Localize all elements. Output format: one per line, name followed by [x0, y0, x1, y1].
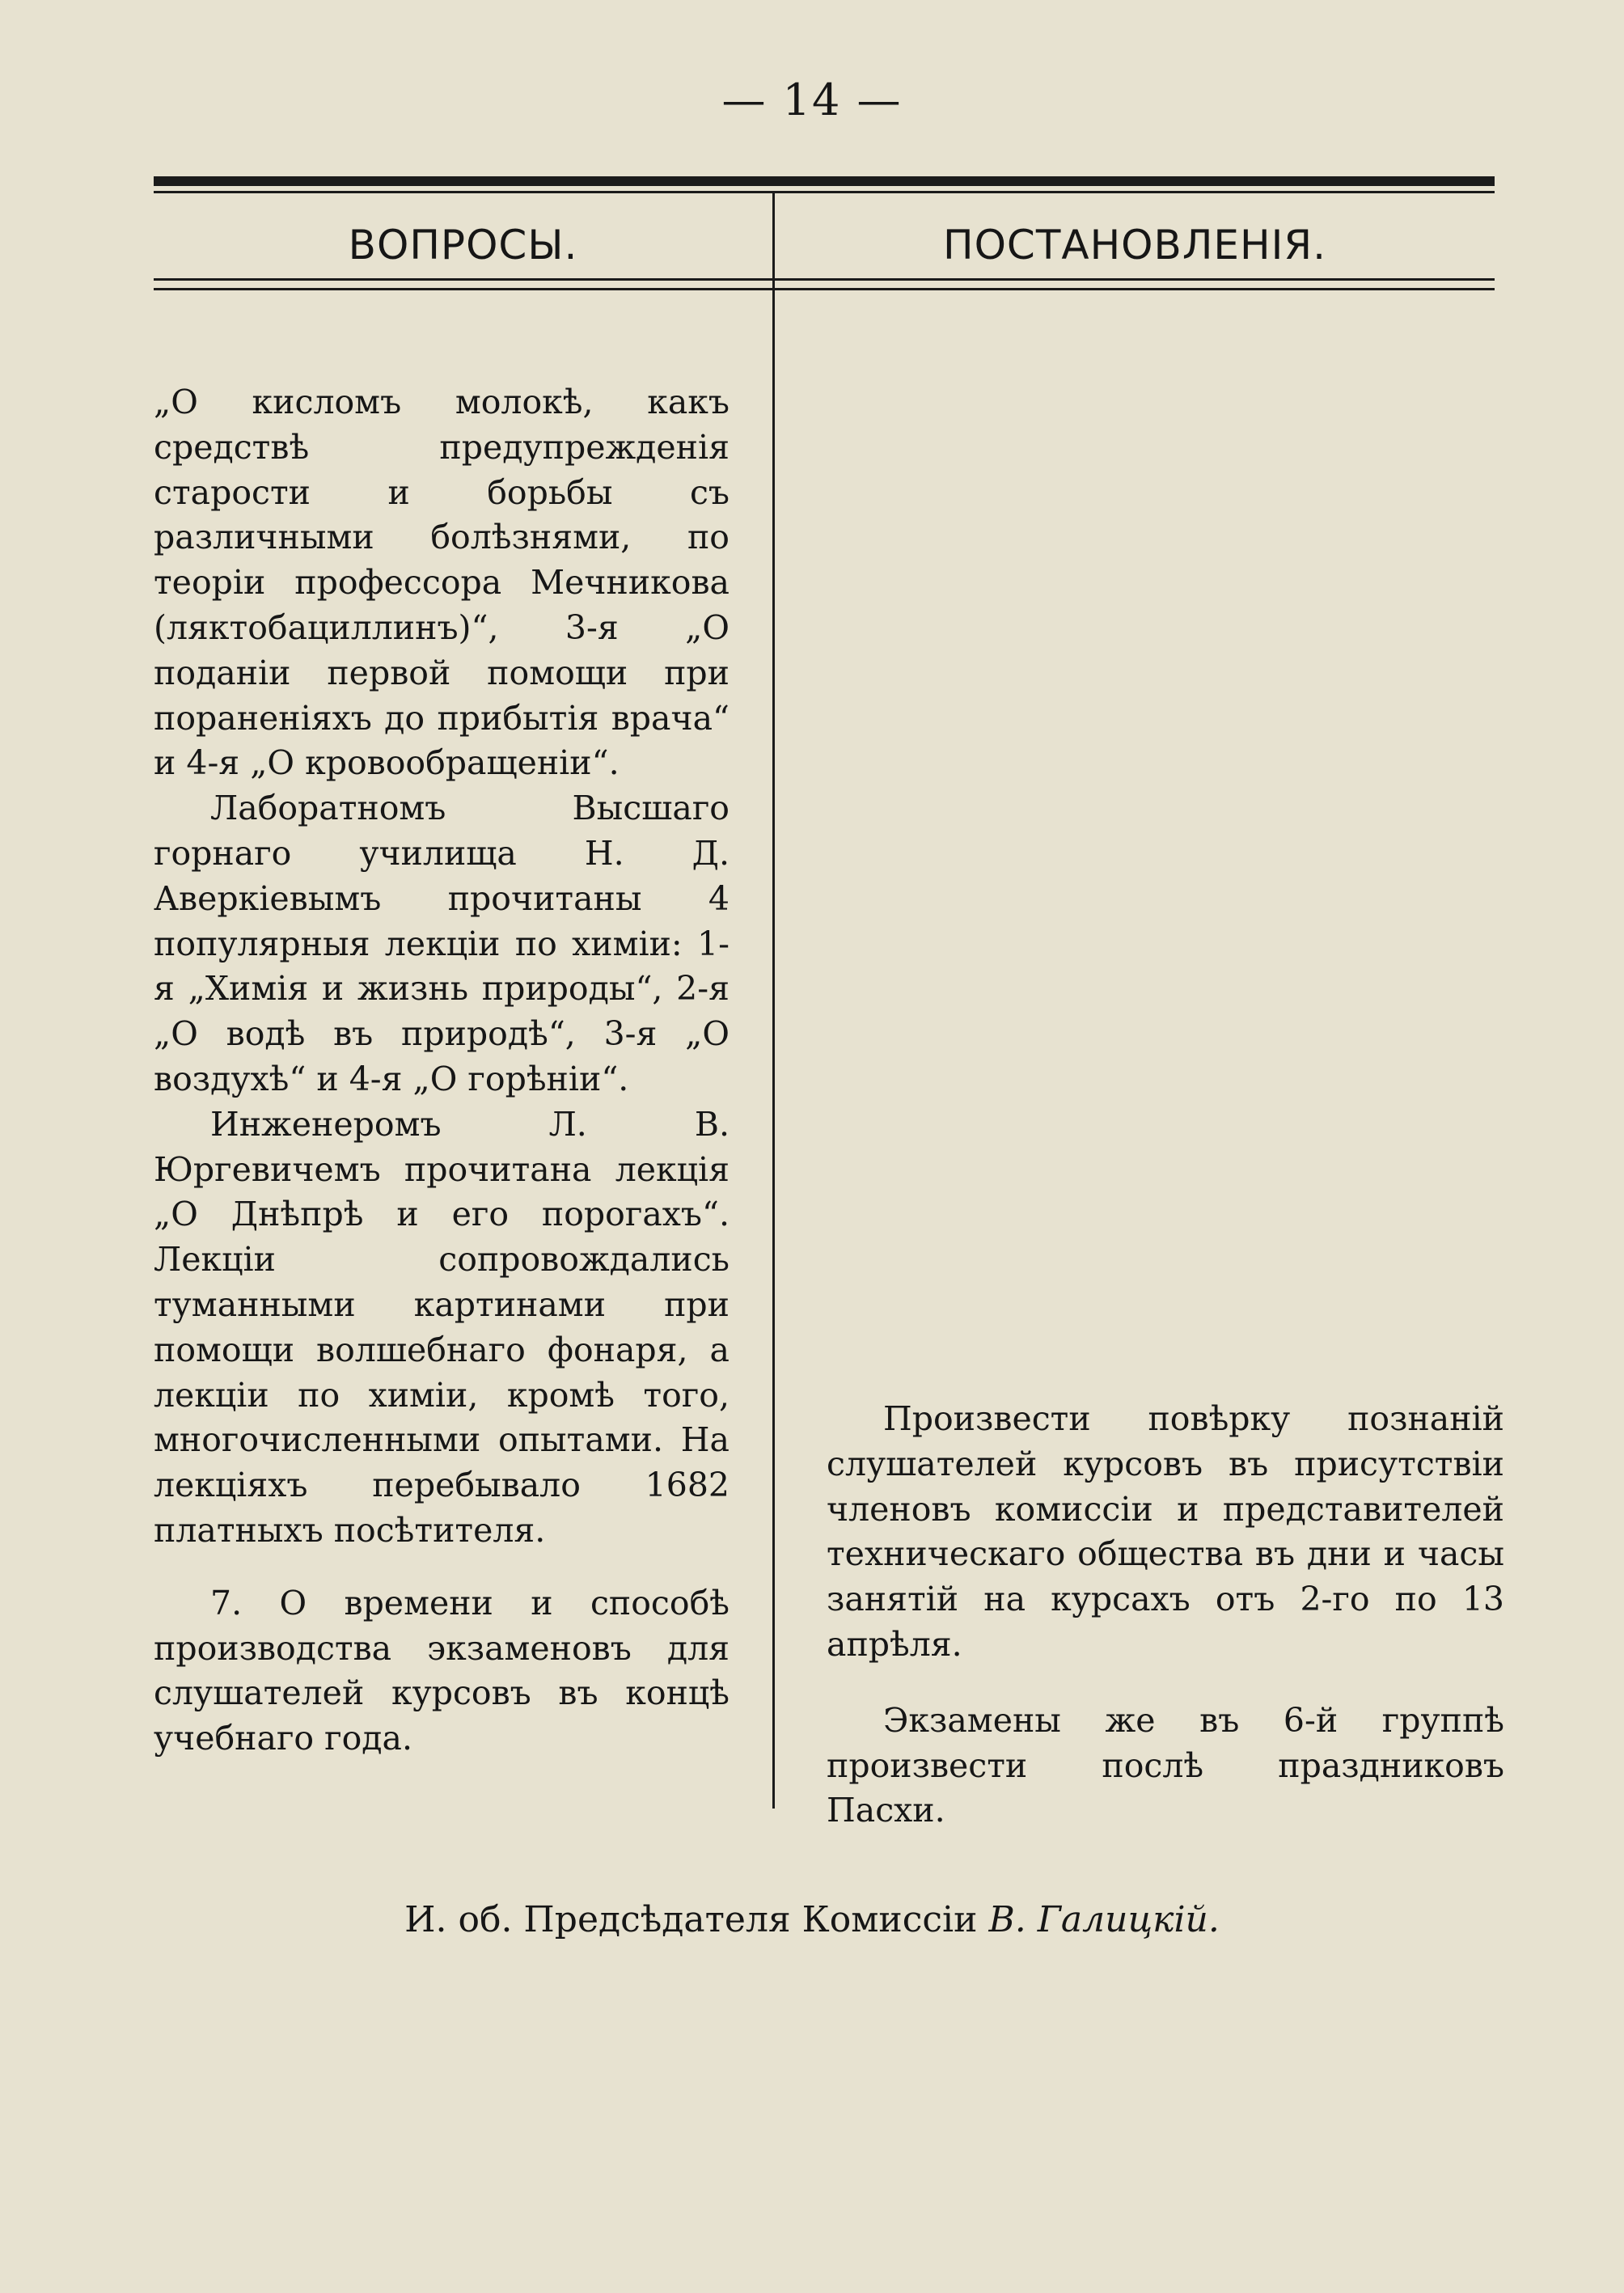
- header-questions: ВОПРОСЫ.: [348, 222, 578, 269]
- signature-prefix: И. об. Предсѣдателя Комиссіи: [404, 1899, 978, 1940]
- question-text-lectures-dnieper: Инженеромъ Л. В. Юргевичемъ прочитана лекція „О Днѣпрѣ и его порогахъ“. Лекціи сопровождались туманными картинами при помощи волшебнаго фонаря, а лекціи по химіи, кромѣ того, многочисленными опытами. На лекціяхъ перебывало 1682 платныхъ посѣтителя.: [154, 1104, 730, 1550]
- column-divider: [772, 191, 775, 1809]
- header-resolutions: ПОСТАНОВЛЕНІЯ.: [942, 222, 1327, 269]
- questions-column: [154, 380, 730, 1762]
- header-bottom-rule: [154, 278, 1495, 281]
- header-bottom-rule-2: [154, 288, 1495, 290]
- resolution-text-group6: Экзамены же въ 6-й группѣ произвести послѣ праздниковъ Пасхи.: [827, 1700, 1504, 1830]
- resolution-text-exams: Произвести повѣрку познаній слушателей курсовъ въ присутствіи членовъ комиссіи и представителей техническаго общества въ дни и часы занятій на курсахъ отъ 2-го по 13 апрѣля.: [827, 1399, 1504, 1664]
- table-top-rule-thin: [154, 191, 1495, 193]
- question-item-7: 7. О времени и способѣ производства экзаменовъ для слушателей курсовъ въ концѣ учебнаго года.: [154, 1583, 730, 1758]
- signature-name: В. Галицкій.: [988, 1899, 1220, 1940]
- question-text-lectures-chemistry: Лаборатномъ Высшаго горнаго училища Н. Д. Аверкіевымъ прочитаны 4 популярныя лекціи по химіи: 1-я „Химія и жизнь природы“, 2-я „О водѣ въ природѣ“, 3-я „О воздухѣ“ и 4-я „О горѣніи“.: [154, 789, 730, 1098]
- resolutions-column: [827, 1397, 1504, 1834]
- page-number: — 14 —: [721, 74, 903, 125]
- question-text-continued: „О кисломъ молокѣ, какъ средствѣ предупрежденія старости и борьбы съ различными болѣзнями, по теоріи профессора Мечникова (ляктобациллинъ)“, 3-я „О поданіи первой помощи при пораненіяхъ до прибытія врача“ и 4-я „О кровообращеніи“.: [154, 383, 730, 783]
- table-top-rule: [154, 176, 1495, 186]
- signature: [0, 1899, 1624, 1940]
